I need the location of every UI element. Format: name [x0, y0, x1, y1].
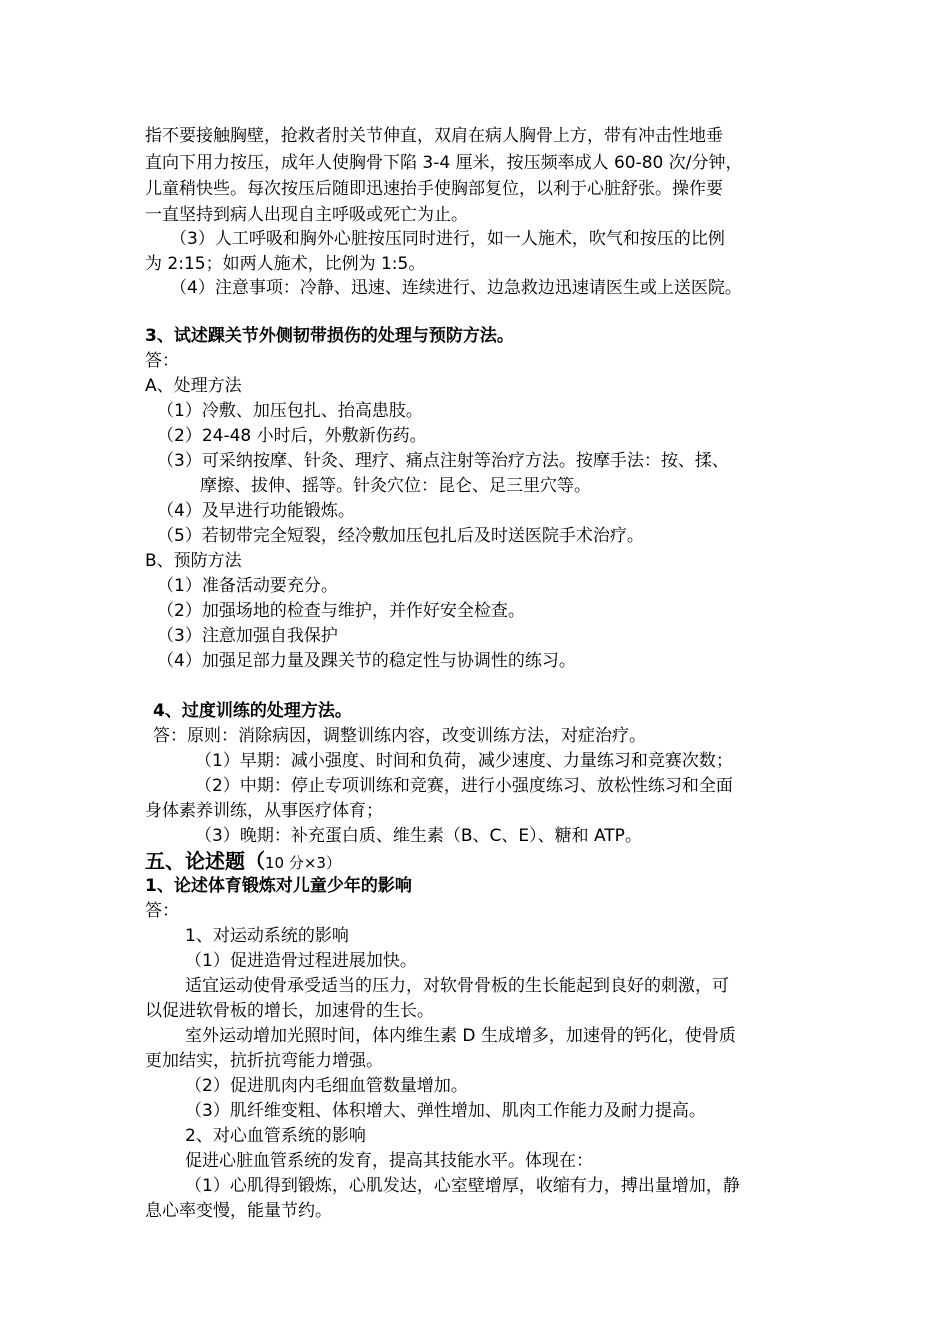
- list-item: （2）加强场地的检查与维护，并作好安全检查。: [157, 601, 525, 621]
- list-item: （1）心肌得到锻炼，心肌发达，心室壁增厚，收缩有力，搏出量增加，静: [185, 1176, 740, 1196]
- list-item: （1）早期：减小强度、时间和负荷，减少速度、力量练习和竞赛次数；: [195, 751, 733, 771]
- list-item: （1）准备活动要充分。: [157, 576, 338, 596]
- list-item: （1）促进造骨过程进展加快。: [185, 951, 417, 971]
- text-line: 室外运动增加光照时间，体内维生素 D 生成增多，加速骨的钙化，使骨质: [185, 1026, 736, 1046]
- answer-label: 答：: [145, 351, 179, 371]
- text-line: 指不要接触胸壁，抢救者肘关节伸直，双肩在病人胸骨上方，带有冲击性地垂: [145, 126, 723, 146]
- text-line: 以促进软骨板的增长，加速骨的生长。: [145, 1001, 434, 1021]
- text-line: 儿童稍快些。每次按压后随即迅速抬手使胸部复位，以利于心脏舒张。操作要: [145, 179, 723, 199]
- text-line: 更加结实，抗折抗弯能力增强。: [145, 1051, 383, 1071]
- question-title: 1、论述体育锻炼对儿童少年的影响: [145, 876, 412, 896]
- text-line: 直向下用力按压，成年人使胸骨下陷 3-4 厘米，按压频率成人 60-80 次/分钟，: [145, 153, 743, 173]
- section-title-text: 五、论述题（: [145, 849, 265, 873]
- question-title: 4、过度训练的处理方法。: [153, 701, 352, 721]
- subsection-heading: 1、对运动系统的影响: [185, 926, 349, 946]
- answer-principle: 答：原则：消除病因，调整训练内容，改变训练方法，对症治疗。: [153, 726, 646, 746]
- subsection-heading: 2、对心血管系统的影响: [185, 1126, 366, 1146]
- answer-label: 答：: [145, 901, 179, 921]
- list-item-continuation: 息心率变慢，能量节约。: [145, 1201, 332, 1221]
- subsection-heading: A、处理方法: [145, 376, 242, 396]
- subsection-heading: B、预防方法: [145, 551, 242, 571]
- list-item: （2）24-48 小时后，外敷新伤药。: [157, 426, 427, 446]
- text-line: 为 2:15；如两人施术，比例为 1:5。: [145, 254, 426, 274]
- list-item: （1）冷敷、加压包扎、抬高患肢。: [157, 401, 423, 421]
- list-item: （3）肌纤维变粗、体积增大、弹性增加、肌肉工作能力及耐力提高。: [185, 1101, 706, 1121]
- list-item: （3）晚期：补充蛋白质、维生素（B、C、E）、糖和 ATP。: [195, 826, 642, 846]
- text-line: （4）注意事项：冷静、迅速、连续进行、边急救边迅速请医生或上送医院。: [170, 278, 742, 298]
- text-line: 适宜运动使骨承受适当的压力，对软骨骨板的生长能起到良好的刺激，可: [185, 976, 729, 996]
- list-item: （4）加强足部力量及踝关节的稳定性与协调性的练习。: [157, 651, 576, 671]
- list-item: （2）促进肌肉内毛细血管数量增加。: [185, 1076, 468, 1096]
- list-item: （3）可采纳按摩、针灸、理疗、痛点注射等治疗方法。按摩手法：按、揉、: [157, 451, 729, 471]
- section-title: [145, 851, 341, 871]
- list-item-continuation: 摩擦、拔伸、摇等。针灸穴位：昆仑、足三里穴等。: [200, 476, 591, 496]
- question-title: 3、试述踝关节外侧韧带损伤的处理与预防方法。: [145, 326, 514, 346]
- section-score: 10 分×3）: [265, 854, 341, 872]
- list-item-continuation: 身体素养训练，从事医疗体育；: [145, 801, 383, 821]
- text-line: 一直坚持到病人出现自主呼吸或死亡为止。: [145, 205, 468, 225]
- list-item: （2）中期：停止专项训练和竞赛，进行小强度练习、放松性练习和全面: [195, 776, 733, 796]
- text-line: （3）人工呼吸和胸外心脏按压同时进行，如一人施术，吹气和按压的比例: [170, 229, 725, 249]
- list-item: （4）及早进行功能锻炼。: [157, 501, 355, 521]
- text-line: 促进心脏血管系统的发育，提高其技能水平。体现在：: [185, 1151, 593, 1171]
- list-item: （5）若韧带完全短裂，经冷敷加压包扎后及时送医院手术治疗。: [157, 526, 644, 546]
- list-item: （3）注意加强自我保护: [157, 626, 338, 646]
